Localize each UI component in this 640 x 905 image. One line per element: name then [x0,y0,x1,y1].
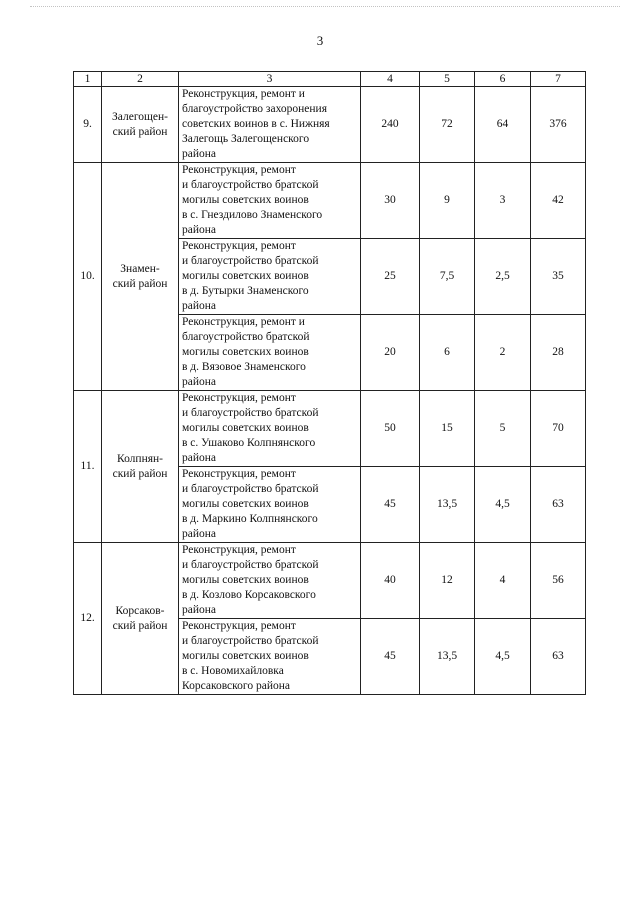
value-col-6: 4 [475,543,531,619]
value-col-4: 20 [361,315,420,391]
scan-noise-line [30,6,620,13]
value-col-6: 3 [475,163,531,239]
work-description: Реконструкция, ремонт и благоустройство братской могилы советских воинов в с. Ушаково Колпнянского района [179,391,361,467]
value-col-6: 4,5 [475,467,531,543]
value-col-5: 13,5 [420,619,475,695]
value-col-7: 56 [531,543,586,619]
header-row [74,72,586,87]
value-col-5: 7,5 [420,239,475,315]
district-name: Корсаков- ский район [102,543,179,695]
table-header [74,72,586,87]
header-col-7: 7 [531,72,586,87]
work-description: Реконструкция, ремонт и благоустройство братской могилы советских воинов в д. Вязовое Знаменского района [179,315,361,391]
header-col-2: 2 [102,72,179,87]
page-number: 3 [316,33,324,48]
value-col-7: 376 [531,87,586,163]
table-row [74,87,586,163]
value-col-4: 25 [361,239,420,315]
row-number: 10. [74,163,102,391]
district-name: Залегощен- ский район [102,87,179,163]
table-row [74,163,586,239]
value-col-7: 42 [531,163,586,239]
value-col-7: 63 [531,619,586,695]
value-col-4: 45 [361,467,420,543]
value-col-4: 30 [361,163,420,239]
value-col-5: 6 [420,315,475,391]
value-col-7: 35 [531,239,586,315]
header-col-5: 5 [420,72,475,87]
value-col-6: 2 [475,315,531,391]
work-description: Реконструкция, ремонт и благоустройство братской могилы советских воинов в с. Новомихайловка Корсаковского района [179,619,361,695]
work-description: Реконструкция, ремонт и благоустройство братской могилы советских воинов в д. Маркино Колпнянского района [179,467,361,543]
value-col-5: 13,5 [420,467,475,543]
value-col-5: 72 [420,87,475,163]
district-name: Колпнян- ский район [102,391,179,543]
table-row [74,391,586,467]
value-col-4: 40 [361,543,420,619]
work-description: Реконструкция, ремонт и благоустройство братской могилы советских воинов в д. Бутырки Знаменского района [179,239,361,315]
value-col-6: 5 [475,391,531,467]
row-number: 11. [74,391,102,543]
table-body [74,87,586,695]
value-col-4: 45 [361,619,420,695]
value-col-5: 15 [420,391,475,467]
value-col-6: 64 [475,87,531,163]
value-col-5: 9 [420,163,475,239]
district-name: Знамен- ский район [102,163,179,391]
work-description: Реконструкция, ремонт и благоустройство братской могилы советских воинов в д. Козлово Корсаковского района [179,543,361,619]
header-col-1: 1 [74,72,102,87]
value-col-5: 12 [420,543,475,619]
value-col-6: 2,5 [475,239,531,315]
work-description: Реконструкция, ремонт и благоустройство захоронения советских воинов в с. Нижняя Залегощь Залегощенского района [179,87,361,163]
funding-table [73,71,586,695]
value-col-4: 50 [361,391,420,467]
value-col-6: 4,5 [475,619,531,695]
header-col-4: 4 [361,72,420,87]
header-col-3: 3 [179,72,361,87]
row-number: 12. [74,543,102,695]
value-col-4: 240 [361,87,420,163]
value-col-7: 63 [531,467,586,543]
value-col-7: 70 [531,391,586,467]
table-row [74,543,586,619]
row-number: 9. [74,87,102,163]
header-col-6: 6 [475,72,531,87]
value-col-7: 28 [531,315,586,391]
work-description: Реконструкция, ремонт и благоустройство братской могилы советских воинов в с. Гнездилово Знаменского района [179,163,361,239]
